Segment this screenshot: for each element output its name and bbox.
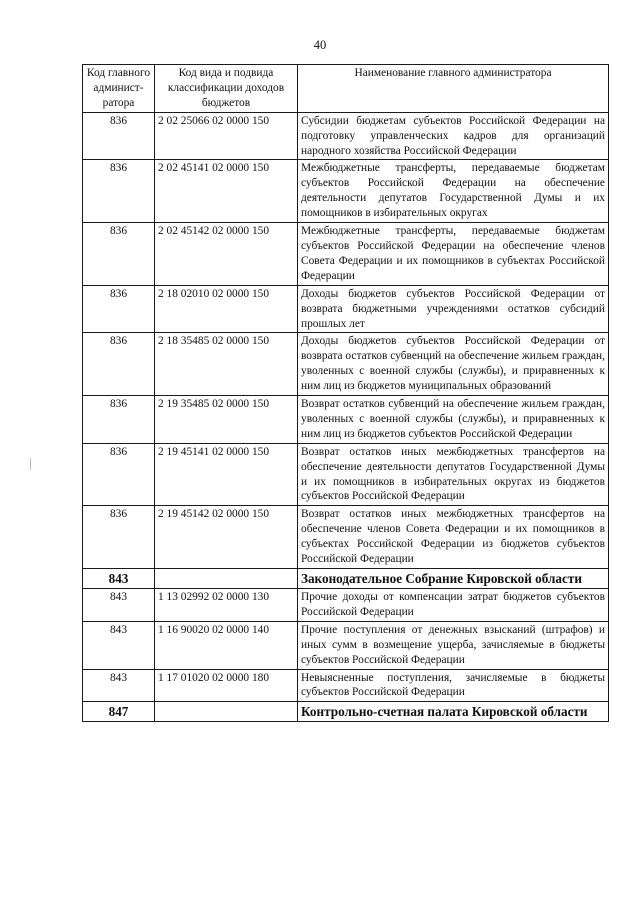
administrator-name-cell: Возврат остатков иных межбюджетных трансфертов на обеспечение членов Совета Федерации и их помощников в субъектах Российской Федерации из бюджетов субъектов Российской Федерации [298, 506, 609, 569]
page-number: 40 [313, 38, 327, 52]
income-code-cell [155, 569, 298, 589]
administrator-name-cell: Невыясненные поступления, зачисляемые в бюджеты субъектов Российской Федерации [298, 669, 609, 702]
table-row [83, 669, 609, 702]
administrator-name-cell: Прочие доходы от компенсации затрат бюджетов субъектов Российской Федерации [298, 589, 609, 622]
table-row [83, 396, 609, 444]
administrator-name-cell: Межбюджетные трансферты, передаваемые бюджетам субъектов Российской Федерации на обеспечение деятельности депутатов Государственной Думы и их помощников в избирательных округах [298, 160, 609, 223]
income-code-cell: 1 13 02992 02 0000 130 [155, 589, 298, 622]
admin-code-cell: 847 [83, 702, 155, 722]
administrator-name-cell: Субсидии бюджетам субъектов Российской Федерации на подготовку управленческих кадров для организаций народного хозяйства Российской Федерации [298, 112, 609, 160]
table-row [83, 285, 609, 333]
admin-code-cell: 836 [83, 506, 155, 569]
administrator-name-cell: Законодательное Собрание Кировской области [298, 569, 609, 589]
administrator-name-cell: Доходы бюджетов субъектов Российской Федерации от возврата остатков субвенций на обеспечение жильем граждан, уволенных с военной службы (службы), и приравненных к ним лиц из бюджетов муниципальных образований [298, 333, 609, 396]
table-row [83, 443, 609, 506]
scan-edge-mark [30, 458, 31, 470]
income-code-cell: 2 18 02010 02 0000 150 [155, 285, 298, 333]
income-code-cell: 2 02 25066 02 0000 150 [155, 112, 298, 160]
table-row [83, 112, 609, 160]
table-row [83, 621, 609, 669]
income-code-cell: 2 02 45142 02 0000 150 [155, 223, 298, 286]
admin-code-cell: 836 [83, 285, 155, 333]
administrator-name-cell: Прочие поступления от денежных взысканий (штрафов) и иных сумм в возмещение ущерба, зачисляемые в бюджеты субъектов Российской Федерации [298, 621, 609, 669]
admin-code-cell: 836 [83, 160, 155, 223]
income-code-header: Код вида и подвида классификации доходов бюджетов [155, 65, 298, 113]
table-row [83, 589, 609, 622]
admin-code-cell: 843 [83, 569, 155, 589]
admin-code-cell: 836 [83, 223, 155, 286]
admin-code-header: Код главного админист-ратора [83, 65, 155, 113]
administrator-name-cell: Возврат остатков иных межбюджетных трансфертов на обеспечение деятельности депутатов Государственной Думы и их помощников в избирательных округах из бюджетов субъектов Российской Федерации [298, 443, 609, 506]
admin-code-cell: 836 [83, 396, 155, 444]
administrator-header-row [83, 569, 609, 589]
admin-code-cell: 836 [83, 333, 155, 396]
table-row [83, 506, 609, 569]
table-row [83, 333, 609, 396]
administrator-name-cell: Доходы бюджетов субъектов Российской Федерации от возврата бюджетными учреждениями остатков субсидий прошлых лет [298, 285, 609, 333]
table-row [83, 160, 609, 223]
admin-code-cell: 843 [83, 669, 155, 702]
income-code-cell: 2 02 45141 02 0000 150 [155, 160, 298, 223]
income-code-cell: 2 19 45142 02 0000 150 [155, 506, 298, 569]
income-code-cell [155, 702, 298, 722]
income-code-cell: 1 16 90020 02 0000 140 [155, 621, 298, 669]
admin-code-cell: 836 [83, 112, 155, 160]
admin-code-cell: 836 [83, 443, 155, 506]
income-code-cell: 2 19 35485 02 0000 150 [155, 396, 298, 444]
income-code-cell: 2 18 35485 02 0000 150 [155, 333, 298, 396]
table-header-row [83, 65, 609, 113]
administrator-name-cell: Контрольно-счетная палата Кировской области [298, 702, 609, 722]
admin-name-header: Наименование главного администратора [298, 65, 609, 113]
table-body [83, 112, 609, 722]
income-code-cell: 2 19 45141 02 0000 150 [155, 443, 298, 506]
admin-code-cell: 843 [83, 621, 155, 669]
admin-code-cell: 843 [83, 589, 155, 622]
income-code-cell: 1 17 01020 02 0000 180 [155, 669, 298, 702]
income-administrators-table [82, 64, 609, 722]
administrator-name-cell: Межбюджетные трансферты, передаваемые бюджетам субъектов Российской Федерации на обеспечение членов Совета Федерации и их помощников в субъектах Российской Федерации [298, 223, 609, 286]
administrator-name-cell: Возврат остатков субвенций на обеспечение жильем граждан, уволенных с военной службы (службы), и приравненных к ним лиц из бюджетов субъектов Российской Федерации [298, 396, 609, 444]
table-row [83, 223, 609, 286]
administrator-header-row [83, 702, 609, 722]
